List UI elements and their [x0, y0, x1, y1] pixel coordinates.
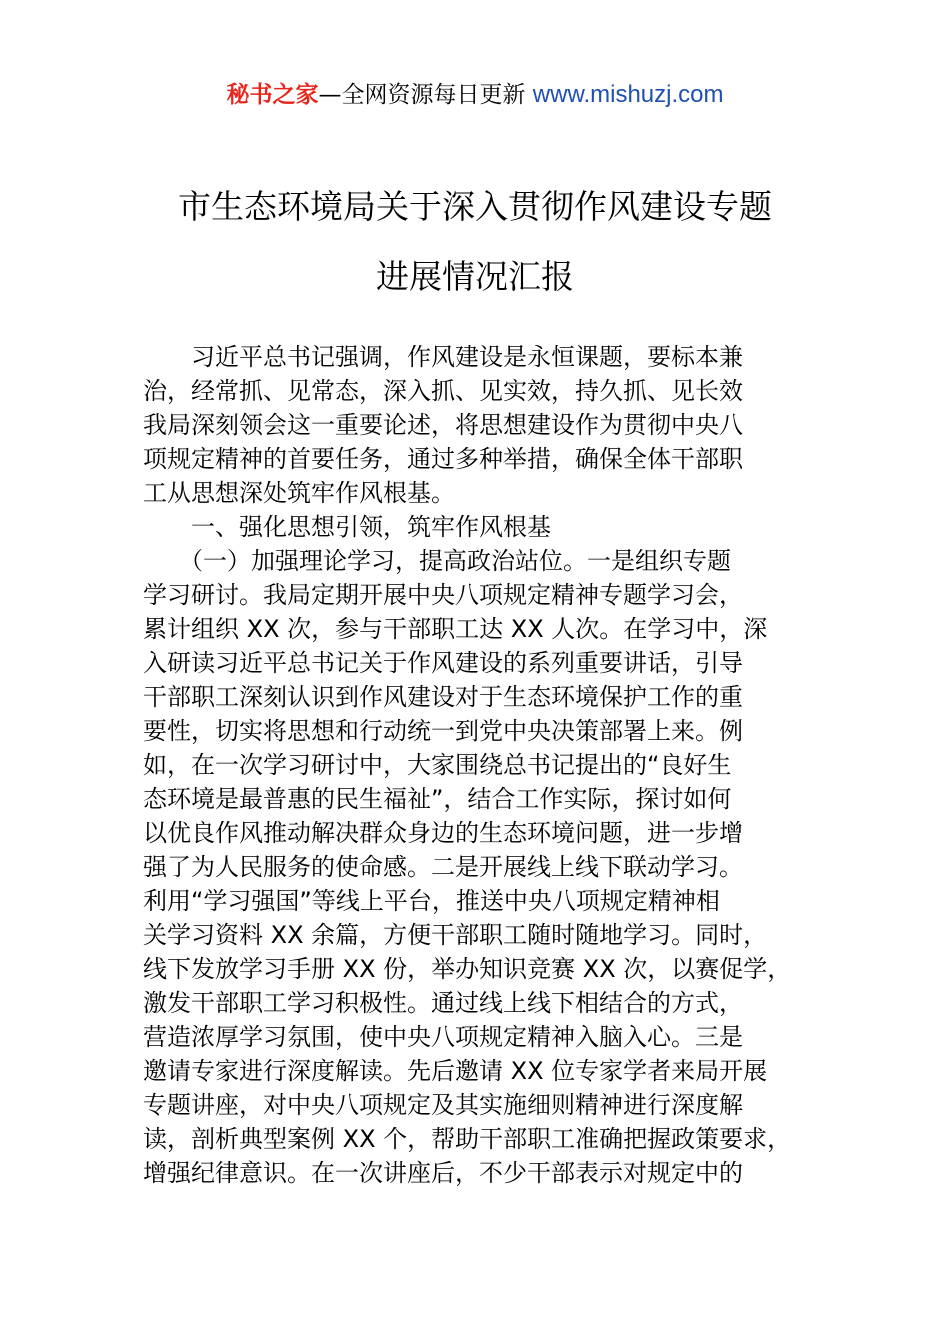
body-text-line: 以优良作风推动解决群众身边的生态环境问题，进一步增 — [143, 819, 743, 847]
body-text-line: 治，经常抓、见常态，深入抓、见实效，持久抓、见长效 — [143, 377, 743, 405]
document-title-line-2: 进展情况汇报 — [376, 257, 574, 296]
body-text-line: 项规定精神的首要任务，通过多种举措，确保全体干部职 — [143, 445, 743, 473]
site-url-link[interactable]: www.mishuzj.com — [532, 81, 724, 108]
document-body — [143, 340, 813, 1190]
site-brand: 秘书之家 — [226, 82, 319, 108]
body-text-line: 激发干部职工学习积极性。通过线上线下相结合的方式， — [143, 989, 743, 1017]
document-title — [100, 172, 850, 312]
body-text-line: （一）加强理论学习，提高政治站位。一是组织专题 — [143, 547, 731, 575]
body-text-line: 线下发放学习手册 XX 份，举办知识竞赛 XX 次，以赛促学， — [143, 955, 792, 983]
body-text-line: 干部职工深刻认识到作风建设对于生态环境保护工作的重 — [143, 683, 743, 711]
body-text-line: 我局深刻领会这一重要论述，将思想建设作为贯彻中央八 — [143, 411, 743, 439]
body-text-line: 专题讲座，对中央八项规定及其实施细则精神进行深度解 — [143, 1091, 743, 1119]
body-text-line: 强了为人民服务的使命感。二是开展线上线下联动学习。 — [143, 853, 743, 881]
body-text-line: 累计组织 XX 次，参与干部职工达 XX 人次。在学习中，深 — [143, 615, 768, 643]
body-text-line: 关学习资料 XX 余篇，方便干部职工随时随地学习。同时， — [143, 921, 768, 949]
body-text-line: 如，在一次学习研讨中，大家围绕总书记提出的“良好生 — [143, 751, 732, 779]
site-slogan: —全网资源每日更新 — [318, 82, 533, 108]
body-text-line: 要性，切实将思想和行动统一到党中央决策部署上来。例 — [143, 717, 743, 745]
body-text-line: 一、强化思想引领，筑牢作风根基 — [143, 513, 551, 541]
body-text-line: 邀请专家进行深度解读。先后邀请 XX 位专家学者来局开展 — [143, 1057, 768, 1085]
body-text-line: 态环境是最普惠的民生福祉”，结合工作实际，探讨如何 — [143, 785, 732, 813]
body-text-line: 学习研讨。我局定期开展中央八项规定精神专题学习会， — [143, 581, 743, 609]
body-text-line: 利用“学习强国”等线上平台，推送中央八项规定精神相 — [143, 887, 720, 915]
document-title-line-1: 市生态环境局关于深入贯彻作风建设专题 — [178, 187, 772, 226]
body-text-line: 营造浓厚学习氛围，使中央八项规定精神入脑入心。三是 — [143, 1023, 743, 1051]
body-text-line: 习近平总书记强调，作风建设是永恒课题，要标本兼 — [143, 343, 743, 371]
site-header — [0, 78, 950, 112]
body-text-line: 增强纪律意识。在一次讲座后，不少干部表示对规定中的 — [143, 1159, 743, 1187]
body-text-line: 工从思想深处筑牢作风根基。 — [143, 479, 455, 507]
body-text-line: 入研读习近平总书记关于作风建设的系列重要讲话，引导 — [143, 649, 743, 677]
body-text-line: 读，剖析典型案例 XX 个，帮助干部职工准确把握政策要求， — [143, 1125, 792, 1153]
